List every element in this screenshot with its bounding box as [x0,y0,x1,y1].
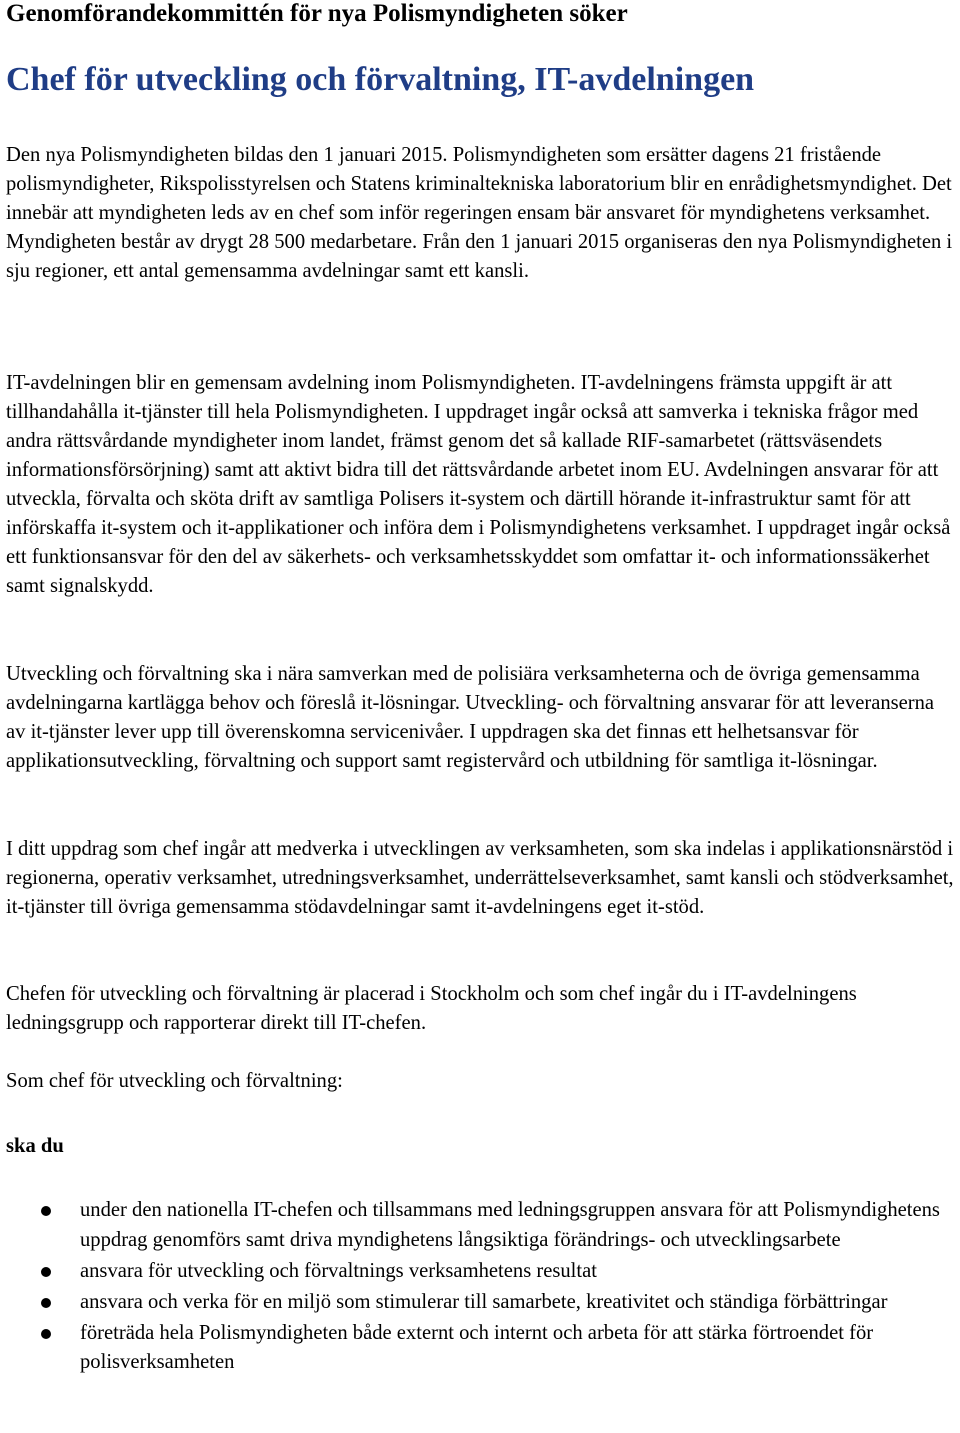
list-item [6,1196,954,1255]
bullet-icon [41,1329,51,1339]
duties-label: ska du [6,1135,64,1157]
list-item [6,1288,954,1318]
list-item-text: företräda hela Polismyndigheten både externt och internt och arbeta för att stärka förtroendet för polisverksamheten [80,1321,874,1373]
list-item-text: ansvara för utveckling och förvaltnings verksamhetens resultat [80,1259,597,1282]
assignment-paragraph: I ditt uppdrag som chef ingår att medverka i utvecklingen av verksamheten, som ska indelas i applikationsnärstöd i regionerna, operativ verksamhet, utredningsverksamhet, underrättelseverksamhet, samt kansli och stödverksamhet, it-tjänster till övriga gemensamma stödavdelningar samt it-avdelningens eget it-stöd. [6,838,954,918]
duties-list [6,1196,954,1379]
job-title: Chef för utveckling och förvaltning, IT-avdelningen [6,61,755,98]
list-item [6,1257,954,1287]
bullet-icon [41,1298,51,1308]
list-item [6,1319,954,1378]
role-intro-paragraph: Som chef för utveckling och förvaltning: [6,1070,343,1092]
intro-paragraph: Den nya Polismyndigheten bildas den 1 januari 2015. Polismyndigheten som ersätter dagens 21 fristående polismyndigheter, Rikspolisstyrelsen och Statens kriminaltekniska laboratorium blir en enrådighetsmyndighet. Det innebär att myndigheten leds av en chef som inför regeringen ensam bär ansvaret för myndighetens verksamhet. Myndigheten består av drygt 28 500 medarbetare. Från den 1 januari 2015 organiseras den nya Polismyndigheten i sju regioner, ett antal gemensamma avdelningar samt ett kansli. [6,144,953,282]
list-item-text: under den nationella IT-chefen och tillsammans med ledningsgruppen ansvara för att Polismyndighetens uppdrag genomförs samt driva myndighetens långsiktiga förändrings- och utvecklingsarbete [80,1199,940,1251]
document-kicker: Genomförandekommittén för nya Polismyndigheten söker [6,0,628,27]
bullet-icon [41,1206,51,1216]
bullet-icon [41,1267,51,1277]
list-item-text: ansvara och verka för en miljö som stimulerar till samarbete, kreativitet och ständiga förbättringar [80,1290,888,1313]
placement-paragraph: Chefen för utveckling och förvaltning är placerad i Stockholm och som chef ingår du i IT-avdelningens ledningsgrupp och rapporterar direkt till IT-chefen. [6,983,857,1034]
development-paragraph: Utveckling och förvaltning ska i nära samverkan med de polisiära verksamheterna och de övriga gemensamma avdelningarna kartlägga behov och föreslå it-lösningar. Utveckling- och förvaltning ansvarar för att leveranserna av it-tjänster lever upp till överenskomna servicenivåer. I uppdragen ska det finnas ett helhetsansvar för applikationsutveckling, förvaltning och support samt registervård och utbildning för samtliga it-lösningar. [6,663,935,772]
it-department-paragraph: IT-avdelningen blir en gemensam avdelning inom Polismyndigheten. IT-avdelningens främsta uppgift är att tillhandahålla it-tjänster till hela Polismyndigheten. I uppdraget ingår också att samverka i tekniska frågor med andra rättsvårdande myndigheter inom landet, främst genom det så kallade RIF-samarbetet (rättsväsendets informationsförsörjning) samt att aktivt bidra till det rättsvårdande arbetet inom EU. Avdelningen ansvarar för att utveckla, förvalta och sköta drift av samtliga Polisers it-system och därtill hörande it-infrastruktur samt för att införskaffa it-system och it-applikationer och införa dem i Polismyndighetens verksamhet. I uppdraget ingår också ett funktionsansvar för den del av säkerhets- och verksamhetsskyddet som omfattar it- och informationssäkerhet samt signalskydd. [6,372,951,597]
